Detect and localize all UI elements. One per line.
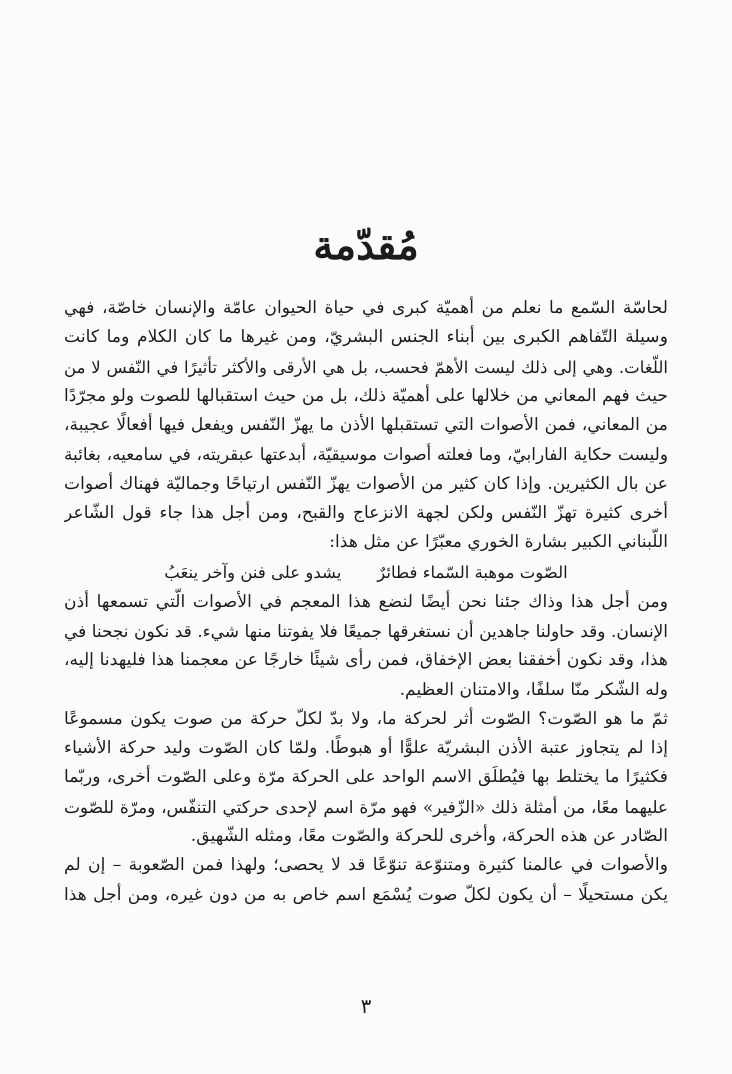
- text-line: من المعاني، فمن الأصوات التي تستقبلها الأذن ما يهزّ النّفس ويفعل فيها أفعالًا عجيبة،: [64, 415, 668, 436]
- poem-verse: [64, 558, 668, 588]
- text-line: اللّغات. وهي إلى ذلك ليست الأهمّ فحسب، بل هي الأرقى والأكثر تأثيرًا في النّفس لا من: [64, 357, 668, 377]
- body-text: [64, 294, 668, 910]
- text-line: والأصوات في عالمنا كثيرة ومتنوّعة تنوّعًا قد لا يحصى؛ ولهذا فمن الصّعوبة – إن لم: [64, 855, 668, 876]
- text-line: لحاسّة السّمع ما نعلم من أهميّة كبرى في حياة الحيوان عامّة والإنسان خاصّة، فهي: [64, 298, 668, 318]
- text-line: وله الشّكر منّا سلفًا، والامتنان العظيم.: [399, 679, 668, 700]
- text-line: الإنسان. وقد حاولنا جاهدين أن نستغرقها جميعًا فلا يفوتنا منها شيء. قد نكون نجحنا في: [64, 620, 668, 641]
- page-number: ٣: [360, 994, 372, 1018]
- text-line: وليست حكاية الفارابيّ، وما فعلته أصوات موسيقيّة، أبدعتها عبقريته، في سامعيه، بغائبة: [64, 444, 668, 465]
- text-line: هذا، وقد نكون أخفقنا بعض الإخفاق، فمن رأى شيئًا خارجًا عن معجمنا هذا فليهدنا إليه،: [64, 650, 668, 671]
- text-line: ثمّ ما هو الصّوت؟ الصّوت أثر لحركة ما، ولا بدّ لكلّ حركة من صوت يكون مسموعًا: [64, 708, 668, 729]
- text-line: حيث فهم المعاني من خلالها على أهميّة ذلك، بل من حيث استقبالها للصوت ولو مجرّدًا: [64, 385, 668, 406]
- verse-second-hemistich: يشدو على فنن وآخر ينعَبُ: [164, 562, 342, 582]
- text-line: وسيلة التّفاهم الكبرى بين أبناء الجنس البشريّ، ومن غيرها ما كان الكلام وما كانت: [64, 327, 668, 348]
- text-line: ومن أجل هذا وذاك جئنا نحن أيضًا لنضع هذا المعجم في الأصوات الّتي تسمعها أذن: [64, 591, 668, 612]
- text-line: الصّادر عن هذه الحركة، وأخرى للحركة والصّوت معًا، ومثله الشّهيق.: [190, 826, 668, 847]
- text-line: اللّبناني الكبير بشارة الخوري معبّرًا عن مثل هذا:: [329, 532, 668, 553]
- paragraph-block-1: [64, 294, 668, 558]
- text-line: عن بال الكثيرين. وإذا كان كثير من الأصوات يهزّ النّفس ارتياحًا وجماليّة فهناك أصوات: [64, 473, 668, 494]
- text-line: عليهما معًا، من أمثلة ذلك «الزّفير» فهو مرّة اسم لإحدى حركتي التنفّس، ومرّة للصّوت: [64, 796, 668, 817]
- page-title: مُقدّمة: [313, 222, 419, 269]
- text-line: فكثيرًا ما يختلط بها فيُطلَق الاسم الواحد على الحركة مرّة وعلى الصّوت أخرى، وربّما: [64, 767, 668, 788]
- text-line: أخرى كثيرة تهزّ النّفس ولكن لجهة الانزعاج والقبح، ومن أجل هذا جاء قول الشّاعر: [64, 503, 668, 524]
- text-line: يكن مستحيلًا – أن يكون لكلّ صوت يُسْمَع اسم خاص به من دون غيره، ومن أجل هذا: [64, 884, 668, 905]
- text-line: إذا لم يتجاوز عتبة الأذن البشريّة علوًّا أو هبوطًا. ولمّا كان الصّوت وليد حركة الأشياء: [64, 738, 668, 759]
- verse-first-hemistich: الصّوت موهبة السّماء فطائرٌ: [377, 562, 568, 582]
- paragraph-block-2: [64, 588, 668, 910]
